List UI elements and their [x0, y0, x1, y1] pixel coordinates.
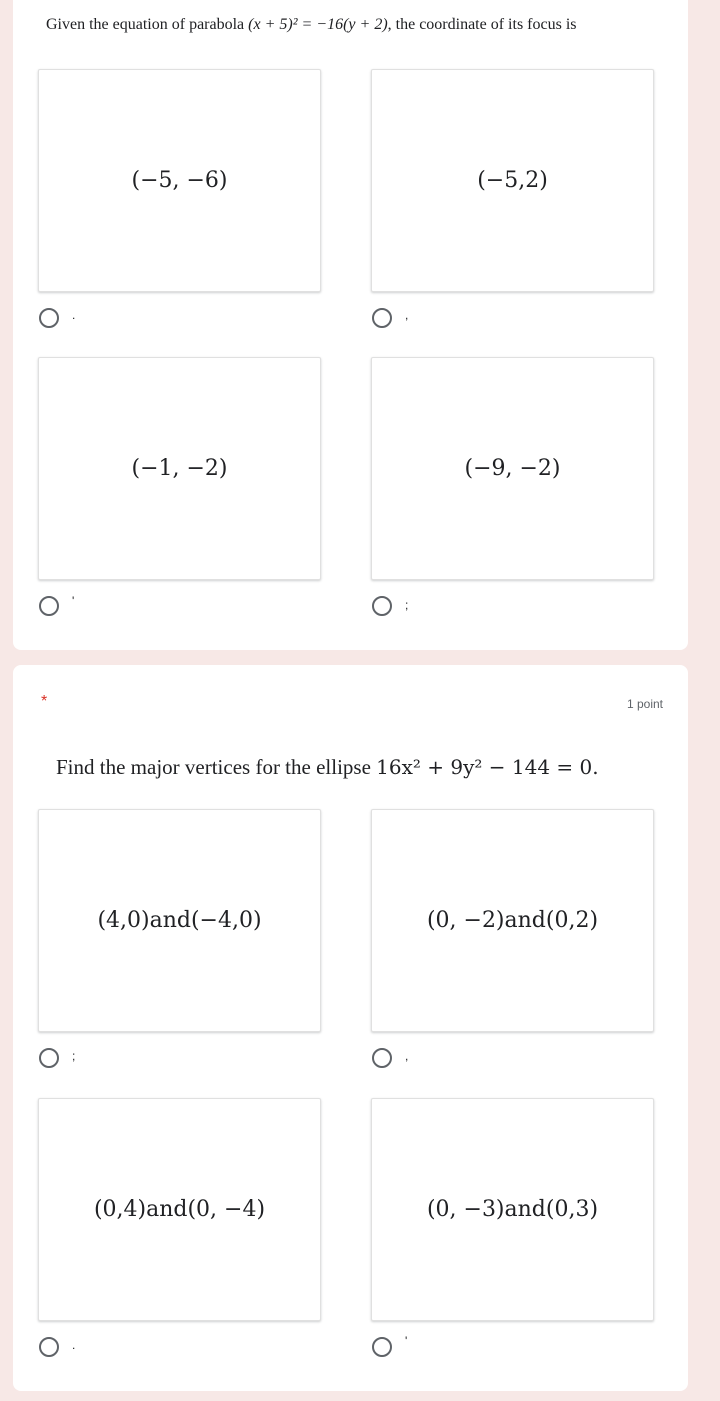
radio-label: . — [72, 1338, 76, 1352]
required-marker: * — [41, 693, 48, 710]
radio-label: ' — [405, 1334, 408, 1348]
option-value: (0, −2)and(0,2) — [426, 908, 599, 933]
radio-button[interactable] — [39, 596, 59, 616]
radio-button[interactable] — [39, 308, 59, 328]
option-image-box[interactable] — [371, 69, 654, 292]
option-image-box[interactable] — [38, 69, 321, 292]
option-value: (4,0)and(−4,0) — [97, 908, 262, 933]
radio-button[interactable] — [372, 308, 392, 328]
option-value: (0, −3)and(0,3) — [426, 1197, 599, 1222]
question-1-text-before: Given the equation of parabola — [46, 16, 249, 33]
option-image-box[interactable] — [371, 809, 654, 1032]
option-image-box[interactable] — [371, 1098, 654, 1321]
radio-button[interactable] — [39, 1337, 59, 1357]
radio-label: , — [405, 1049, 409, 1063]
question-card-1 — [13, 0, 688, 650]
radio-button[interactable] — [372, 1337, 392, 1357]
points-label: 1 point — [626, 697, 663, 711]
question-2-text — [56, 755, 599, 780]
option-image-box[interactable] — [38, 1098, 321, 1321]
option-image-box[interactable] — [371, 357, 654, 580]
option-value: (−1, −2) — [131, 456, 228, 481]
radio-button[interactable] — [372, 1048, 392, 1068]
option-image-box[interactable] — [38, 357, 321, 580]
question-2-text-before: Find the major vertices for the ellipse — [56, 755, 377, 779]
question-1-equation: (x + 5)² = −16(y + 2) — [248, 16, 388, 33]
radio-label: , — [405, 308, 409, 322]
radio-button[interactable] — [39, 1048, 59, 1068]
radio-label: . — [72, 308, 76, 322]
option-value: (−5,2) — [477, 168, 548, 193]
question-card-2 — [13, 665, 688, 1391]
option-image-box[interactable] — [38, 809, 321, 1032]
option-value: (−5, −6) — [131, 168, 228, 193]
radio-label: ' — [72, 594, 75, 608]
question-1-text — [46, 16, 577, 34]
option-value: (−9, −2) — [464, 456, 561, 481]
option-value: (0,4)and(0, −4) — [93, 1197, 266, 1222]
radio-button[interactable] — [372, 596, 392, 616]
radio-label: ; — [405, 598, 409, 612]
question-2-equation: 16x² + 9y² − 144 = 0. — [376, 755, 599, 779]
question-1-text-after: , the coordinate of its focus is — [387, 16, 577, 33]
radio-label: ; — [72, 1049, 76, 1063]
